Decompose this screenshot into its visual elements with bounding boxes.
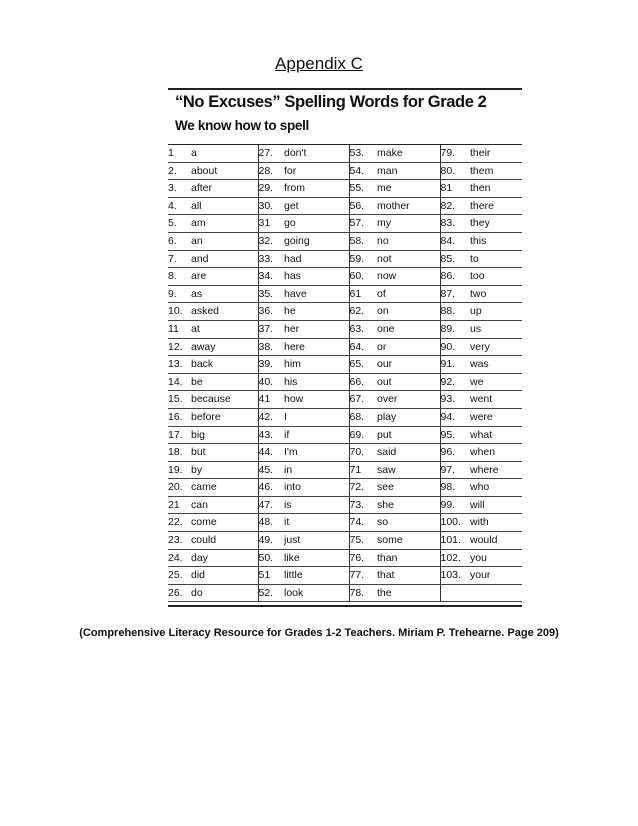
word-number: 35.	[258, 285, 284, 303]
word-number: 28.	[258, 162, 284, 180]
spelling-word: play	[377, 408, 440, 426]
table-row	[168, 426, 522, 444]
spelling-word: go	[284, 215, 349, 233]
spelling-word: was	[470, 356, 522, 374]
word-number: 17.	[168, 426, 191, 444]
spelling-word: would	[470, 532, 522, 550]
word-number: 33.	[258, 250, 284, 268]
word-number: 4.	[168, 197, 191, 215]
word-number: 73.	[349, 496, 377, 514]
spelling-word: day	[191, 549, 258, 567]
spelling-word: about	[191, 162, 258, 180]
spelling-word: back	[191, 356, 258, 374]
spelling-word: when	[470, 444, 522, 462]
word-number: 85.	[440, 250, 470, 268]
spelling-word: here	[284, 338, 349, 356]
spelling-word: your	[470, 567, 522, 585]
spelling-word: he	[284, 303, 349, 321]
word-number: 56.	[349, 197, 377, 215]
top-rule	[168, 88, 522, 90]
spelling-word: my	[377, 215, 440, 233]
word-number: 82.	[440, 197, 470, 215]
spelling-word: little	[284, 567, 349, 585]
spelling-word: see	[377, 479, 440, 497]
word-number: 81	[440, 180, 470, 198]
table-row	[168, 496, 522, 514]
word-number: 25.	[168, 567, 191, 585]
spelling-word: we	[470, 373, 522, 391]
spelling-word: she	[377, 496, 440, 514]
table-row	[168, 197, 522, 215]
spelling-word: too	[470, 268, 522, 286]
word-number: 21	[168, 496, 191, 514]
word-number: 45.	[258, 461, 284, 479]
word-number: 6.	[168, 232, 191, 250]
spelling-word: on	[377, 303, 440, 321]
word-number: 36.	[258, 303, 284, 321]
word-number: 22.	[168, 514, 191, 532]
spelling-word: look	[284, 584, 349, 602]
spelling-word: came	[191, 479, 258, 497]
spelling-word: there	[470, 197, 522, 215]
spelling-word: as	[191, 285, 258, 303]
word-number: 24.	[168, 549, 191, 567]
spelling-word: not	[377, 250, 440, 268]
spelling-word: do	[191, 584, 258, 602]
word-number: 77.	[349, 567, 377, 585]
spelling-word: man	[377, 162, 440, 180]
word-number: 94.	[440, 408, 470, 426]
spelling-word: went	[470, 391, 522, 409]
spelling-word: because	[191, 391, 258, 409]
table-row	[168, 549, 522, 567]
word-number: 15.	[168, 391, 191, 409]
spelling-word: could	[191, 532, 258, 550]
bottom-rule	[168, 605, 522, 607]
table-row	[168, 268, 522, 286]
spelling-word: it	[284, 514, 349, 532]
spelling-word: them	[470, 162, 522, 180]
word-number: 19.	[168, 461, 191, 479]
spelling-word: has	[284, 268, 349, 286]
appendix-title: Appendix C	[275, 54, 363, 73]
spelling-word: after	[191, 180, 258, 198]
spelling-word: I	[284, 408, 349, 426]
table-row	[168, 514, 522, 532]
word-number: 43.	[258, 426, 284, 444]
word-number: 30.	[258, 197, 284, 215]
table-row	[168, 145, 522, 163]
word-number: 103.	[440, 567, 470, 585]
spelling-word: asked	[191, 303, 258, 321]
word-number: 100.	[440, 514, 470, 532]
word-number: 38.	[258, 338, 284, 356]
word-number: 23.	[168, 532, 191, 550]
spelling-word: one	[377, 320, 440, 338]
word-number: 54.	[349, 162, 377, 180]
spelling-word: said	[377, 444, 440, 462]
spelling-word: had	[284, 250, 349, 268]
spelling-word: now	[377, 268, 440, 286]
word-number: 69.	[349, 426, 377, 444]
word-number: 12.	[168, 338, 191, 356]
word-number: 93.	[440, 391, 470, 409]
spelling-word: over	[377, 391, 440, 409]
spelling-word: her	[284, 320, 349, 338]
spelling-word: before	[191, 408, 258, 426]
table-row	[168, 215, 522, 233]
word-number: 66.	[349, 373, 377, 391]
word-number: 42.	[258, 408, 284, 426]
word-number: 40.	[258, 373, 284, 391]
word-number: 84.	[440, 232, 470, 250]
table-row	[168, 567, 522, 585]
word-number: 78.	[349, 584, 377, 602]
spelling-word: than	[377, 549, 440, 567]
spelling-word: some	[377, 532, 440, 550]
spelling-word: like	[284, 549, 349, 567]
word-number: 11	[168, 320, 191, 338]
spelling-word: who	[470, 479, 522, 497]
word-number: 90.	[440, 338, 470, 356]
table-row	[168, 180, 522, 198]
spelling-word: mother	[377, 197, 440, 215]
list-title: “No Excuses” Spelling Words for Grade 2	[175, 93, 487, 111]
word-number	[440, 584, 470, 602]
word-number: 27.	[258, 145, 284, 163]
spelling-word: how	[284, 391, 349, 409]
spelling-word: but	[191, 444, 258, 462]
spelling-word: so	[377, 514, 440, 532]
spelling-word: their	[470, 145, 522, 163]
word-number: 79.	[440, 145, 470, 163]
spelling-word: this	[470, 232, 522, 250]
word-number: 71	[349, 461, 377, 479]
table-row	[168, 444, 522, 462]
spelling-word: make	[377, 145, 440, 163]
spelling-word: at	[191, 320, 258, 338]
word-number: 58.	[349, 232, 377, 250]
word-number: 48.	[258, 514, 284, 532]
table-row	[168, 232, 522, 250]
word-number: 49.	[258, 532, 284, 550]
word-number: 63.	[349, 320, 377, 338]
word-number: 8.	[168, 268, 191, 286]
spelling-word: an	[191, 232, 258, 250]
word-number: 97.	[440, 461, 470, 479]
word-number: 1	[168, 145, 191, 163]
word-number: 32.	[258, 232, 284, 250]
spelling-word: of	[377, 285, 440, 303]
spelling-word: can	[191, 496, 258, 514]
word-number: 92.	[440, 373, 470, 391]
spelling-word: I'm	[284, 444, 349, 462]
word-number: 50.	[258, 549, 284, 567]
word-number: 95.	[440, 426, 470, 444]
spelling-word: be	[191, 373, 258, 391]
spelling-word: you	[470, 549, 522, 567]
word-number: 9.	[168, 285, 191, 303]
spelling-word: saw	[377, 461, 440, 479]
spelling-words-table	[168, 144, 522, 602]
spelling-word: into	[284, 479, 349, 497]
word-number: 61	[349, 285, 377, 303]
word-number: 41	[258, 391, 284, 409]
spelling-word: no	[377, 232, 440, 250]
spelling-word: am	[191, 215, 258, 233]
spelling-word: what	[470, 426, 522, 444]
spelling-word: come	[191, 514, 258, 532]
table-row	[168, 584, 522, 602]
spelling-word: if	[284, 426, 349, 444]
spelling-word: and	[191, 250, 258, 268]
word-number: 70.	[349, 444, 377, 462]
spelling-word: that	[377, 567, 440, 585]
word-number: 59.	[349, 250, 377, 268]
word-number: 80.	[440, 162, 470, 180]
spelling-word: by	[191, 461, 258, 479]
word-number: 44.	[258, 444, 284, 462]
spelling-word: out	[377, 373, 440, 391]
spelling-word: two	[470, 285, 522, 303]
word-number: 18.	[168, 444, 191, 462]
spelling-word: with	[470, 514, 522, 532]
word-number: 55.	[349, 180, 377, 198]
table-row	[168, 338, 522, 356]
spelling-word: all	[191, 197, 258, 215]
word-number: 65.	[349, 356, 377, 374]
word-number: 52.	[258, 584, 284, 602]
spelling-word: to	[470, 250, 522, 268]
table-row	[168, 532, 522, 550]
word-number: 2.	[168, 162, 191, 180]
spelling-word: very	[470, 338, 522, 356]
spelling-word: from	[284, 180, 349, 198]
word-number: 57.	[349, 215, 377, 233]
spelling-word: get	[284, 197, 349, 215]
word-number: 5.	[168, 215, 191, 233]
spelling-word: put	[377, 426, 440, 444]
word-number: 31	[258, 215, 284, 233]
spelling-word: will	[470, 496, 522, 514]
word-number: 60.	[349, 268, 377, 286]
word-number: 101.	[440, 532, 470, 550]
word-number: 34.	[258, 268, 284, 286]
table-row	[168, 479, 522, 497]
spelling-word: in	[284, 461, 349, 479]
word-number: 3.	[168, 180, 191, 198]
word-number: 96.	[440, 444, 470, 462]
spelling-word: away	[191, 338, 258, 356]
table-row	[168, 285, 522, 303]
spelling-word: were	[470, 408, 522, 426]
word-number: 51	[258, 567, 284, 585]
word-number: 67.	[349, 391, 377, 409]
word-number: 72.	[349, 479, 377, 497]
table-row	[168, 391, 522, 409]
word-number: 76.	[349, 549, 377, 567]
spelling-word: big	[191, 426, 258, 444]
spelling-word: they	[470, 215, 522, 233]
spelling-word: for	[284, 162, 349, 180]
word-number: 89.	[440, 320, 470, 338]
word-number: 87.	[440, 285, 470, 303]
spelling-word: where	[470, 461, 522, 479]
list-subtitle: We know how to spell	[175, 118, 310, 133]
word-number: 83.	[440, 215, 470, 233]
word-number: 20.	[168, 479, 191, 497]
word-number: 74.	[349, 514, 377, 532]
spelling-word: have	[284, 285, 349, 303]
spelling-word: up	[470, 303, 522, 321]
spelling-word: going	[284, 232, 349, 250]
table-row	[168, 250, 522, 268]
table-row	[168, 408, 522, 426]
word-number: 39.	[258, 356, 284, 374]
word-number: 75.	[349, 532, 377, 550]
word-number: 29.	[258, 180, 284, 198]
word-number: 26.	[168, 584, 191, 602]
word-number: 14.	[168, 373, 191, 391]
word-number: 62.	[349, 303, 377, 321]
word-number: 88.	[440, 303, 470, 321]
spelling-word: did	[191, 567, 258, 585]
spelling-word: then	[470, 180, 522, 198]
table-row	[168, 373, 522, 391]
spelling-word: or	[377, 338, 440, 356]
spelling-word: his	[284, 373, 349, 391]
spelling-word: him	[284, 356, 349, 374]
spelling-word: me	[377, 180, 440, 198]
word-number: 86.	[440, 268, 470, 286]
word-number: 64.	[349, 338, 377, 356]
table-row	[168, 303, 522, 321]
spelling-word: a	[191, 145, 258, 163]
word-number: 53.	[349, 145, 377, 163]
spelling-word: is	[284, 496, 349, 514]
word-number: 102.	[440, 549, 470, 567]
word-number: 7.	[168, 250, 191, 268]
spelling-word: just	[284, 532, 349, 550]
source-citation: (Comprehensive Literacy Resource for Grades 1-2 Teachers. Miriam P. Trehearne. Page 209)	[79, 627, 559, 639]
table-row	[168, 461, 522, 479]
word-number: 98.	[440, 479, 470, 497]
word-number: 37.	[258, 320, 284, 338]
spelling-word: don't	[284, 145, 349, 163]
table-row	[168, 320, 522, 338]
word-number: 10.	[168, 303, 191, 321]
word-number: 68.	[349, 408, 377, 426]
table-row	[168, 356, 522, 374]
spelling-word: us	[470, 320, 522, 338]
word-number: 99.	[440, 496, 470, 514]
word-number: 47.	[258, 496, 284, 514]
word-number: 46.	[258, 479, 284, 497]
table-row	[168, 162, 522, 180]
spelling-word: the	[377, 584, 440, 602]
spelling-word: our	[377, 356, 440, 374]
spelling-word	[470, 584, 522, 602]
word-number: 16.	[168, 408, 191, 426]
word-number: 91.	[440, 356, 470, 374]
spelling-word: are	[191, 268, 258, 286]
word-number: 13.	[168, 356, 191, 374]
